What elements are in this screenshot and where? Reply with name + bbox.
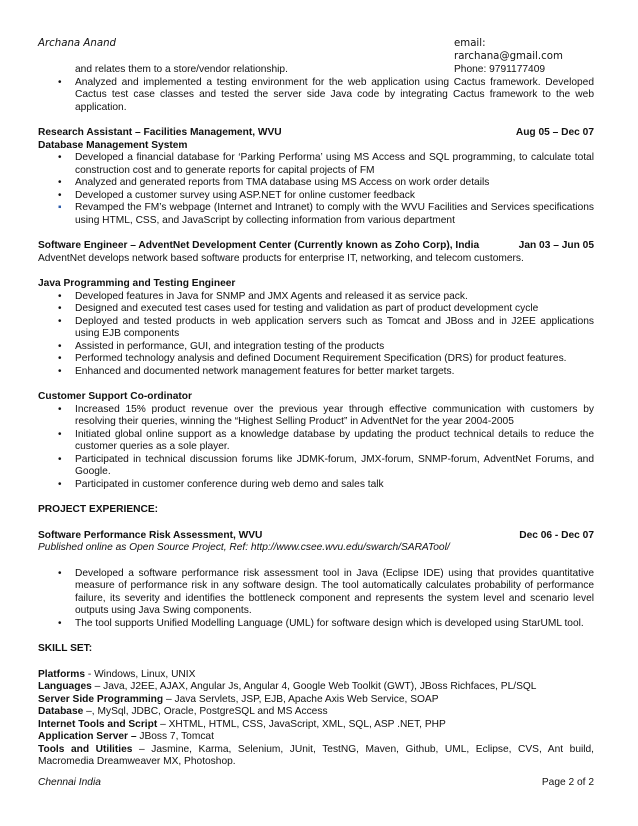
- project-published: Published online as Open Source Project, Ref: http://www.csee.wvu.edu/swarch/SARATool/: [38, 542, 450, 553]
- java-list: [38, 291, 594, 379]
- header-name: Archana Anand: [38, 38, 116, 49]
- skill-line: Database –, MySql, JDBC, Oracle, PostgreSQL and MS Access: [38, 706, 328, 717]
- job-title: Software Engineer – AdventNet Development Center (Currently known as Zoho Corp), India: [38, 240, 480, 251]
- research-heading: [38, 127, 594, 140]
- list-item: • The tool supports Unified Modelling Language (UML) for software design which is developed using StarUML tool.: [75, 618, 594, 631]
- list-item: • Developed a financial database for ‘Parking Performa’ using MS Access and SQL programming, to calculate total construction cost and to generate reports for capital projects of FM: [75, 152, 594, 177]
- list-item: • Deployed and tested products in web application servers such as Tomcat and JBoss and in J2EE applications using EJB components: [75, 316, 594, 341]
- header-email: email: rarchana@gmail.com: [454, 38, 563, 62]
- page-number: Page 2 of 2: [541, 777, 594, 788]
- project-title: Software Performance Risk Assessment: [38, 529, 233, 541]
- skill-line: Tools and Utilities – Jasmine, Karma, Selenium, JUnit, TestNG, Maven, Github, UML, Eclipse, CVS, Ant build, Macromedia Dreamweaver MX, Photoshop.: [38, 743, 595, 767]
- list-item: ▪ Revamped the FM’s webpage (Internet and Intranet) to comply with the WVU Facilities and Services specifications using HTML, CSS, and JavaScript by collecting information from various department: [75, 202, 594, 227]
- project-list: [38, 568, 594, 631]
- resume-body: [38, 64, 594, 769]
- research-subtitle: Database Management System: [38, 139, 188, 151]
- skill-line: Platforms - Windows, Linux, UNIX: [38, 668, 196, 680]
- list-item: • Initiated global online support as a knowledge database by updating the product technical details to reduce the customer queries as a sole player.: [75, 429, 594, 454]
- list-item: • Assisted in performance, GUI, and integration testing of the products: [75, 341, 594, 354]
- intro-continuation: and relates them to a store/vendor relationship.: [75, 64, 288, 75]
- list-item: • Participated in customer conference during web demo and sales talk: [75, 479, 594, 492]
- projects-heading: PROJECT EXPERIENCE:: [38, 504, 159, 515]
- project-dates: Dec 06 - Dec 07: [519, 529, 594, 541]
- skills-heading: SKILL SET:: [38, 643, 93, 654]
- list-item: • Developed a software performance risk assessment tool in Java (Eclipse IDE) using that provides quantitative measure of performance risk in any software design. The tool automatically calculates probability of performance failure, its severity and identifies the bottleneck component and represents the system level and scenario level outputs using Java Swing components.: [75, 568, 594, 618]
- list-item: • Analyzed and generated reports from TMA database using MS Access on work order details: [75, 177, 594, 190]
- footer-location: Chennai India: [38, 777, 101, 788]
- intro-list: [38, 77, 594, 115]
- project-org: , WVU: [232, 529, 263, 541]
- list-item: • Enhanced and documented network management features for better market targets.: [75, 366, 594, 379]
- job-dates: Aug 05 – Dec 07: [515, 127, 594, 138]
- support-role-title: Customer Support Co-ordinator: [38, 391, 192, 402]
- header-phone: Phone: 9791177409: [454, 64, 546, 75]
- list-item: • Developed features in Java for SNMP and JMX Agents and released it as service pack.: [75, 291, 594, 304]
- job-dates: Jan 03 – Jun 05: [518, 240, 594, 251]
- skill-line: Server Side Programming – Java Servlets, JSP, EJB, Apache Axis Web Service, SOAP: [38, 693, 439, 705]
- list-item: • Participated in technical discussion forums like JDMK-forum, JMX-forum, SNMP-forum, AdventNet Forums, and Google.: [75, 454, 594, 479]
- list-item: • Analyzed and implemented a testing environment for the web application using Cactus framework. Developed Cactus test case classes and tested the server side Java code by integrating Cactus framework to the web application.: [75, 77, 594, 115]
- skills-list: [38, 669, 594, 769]
- skill-line: Application Server – JBoss 7, Tomcat: [38, 731, 214, 742]
- list-item: • Developed a customer survey using ASP.NET for online customer feedback: [75, 190, 594, 203]
- support-list: [38, 404, 594, 492]
- java-role-title: Java Programming and Testing Engineer: [38, 278, 236, 289]
- adventnet-heading: [38, 240, 594, 253]
- research-list: [38, 152, 594, 227]
- project-heading: [38, 530, 594, 543]
- list-item: • Performed technology analysis and defined Document Requirement Specification (DRS) for product features.: [75, 353, 594, 366]
- list-item: • Designed and executed test cases used for testing and validation as part of product development cycle: [75, 303, 594, 316]
- skill-line: Languages – Java, J2EE, AJAX, Angular Js, Angular 4, Google Web Toolkit (GWT), JBoss Richfaces, PL/SQL: [38, 681, 537, 692]
- job-title: Research Assistant – Facilities Management, WVU: [38, 127, 282, 138]
- adventnet-description: AdventNet develops network based software products for enterprise IT, networking, and telecom customers.: [38, 252, 524, 264]
- skill-line: Internet Tools and Script – XHTML, HTML, CSS, JavaScript, XML, SQL, ASP .NET, PHP: [38, 718, 446, 730]
- list-item: • Increased 15% product revenue over the previous year through effective communication with customers by resolving their queries, winning the “Highest Selling Product” in AdventNet for the year 2004-2005: [75, 404, 594, 429]
